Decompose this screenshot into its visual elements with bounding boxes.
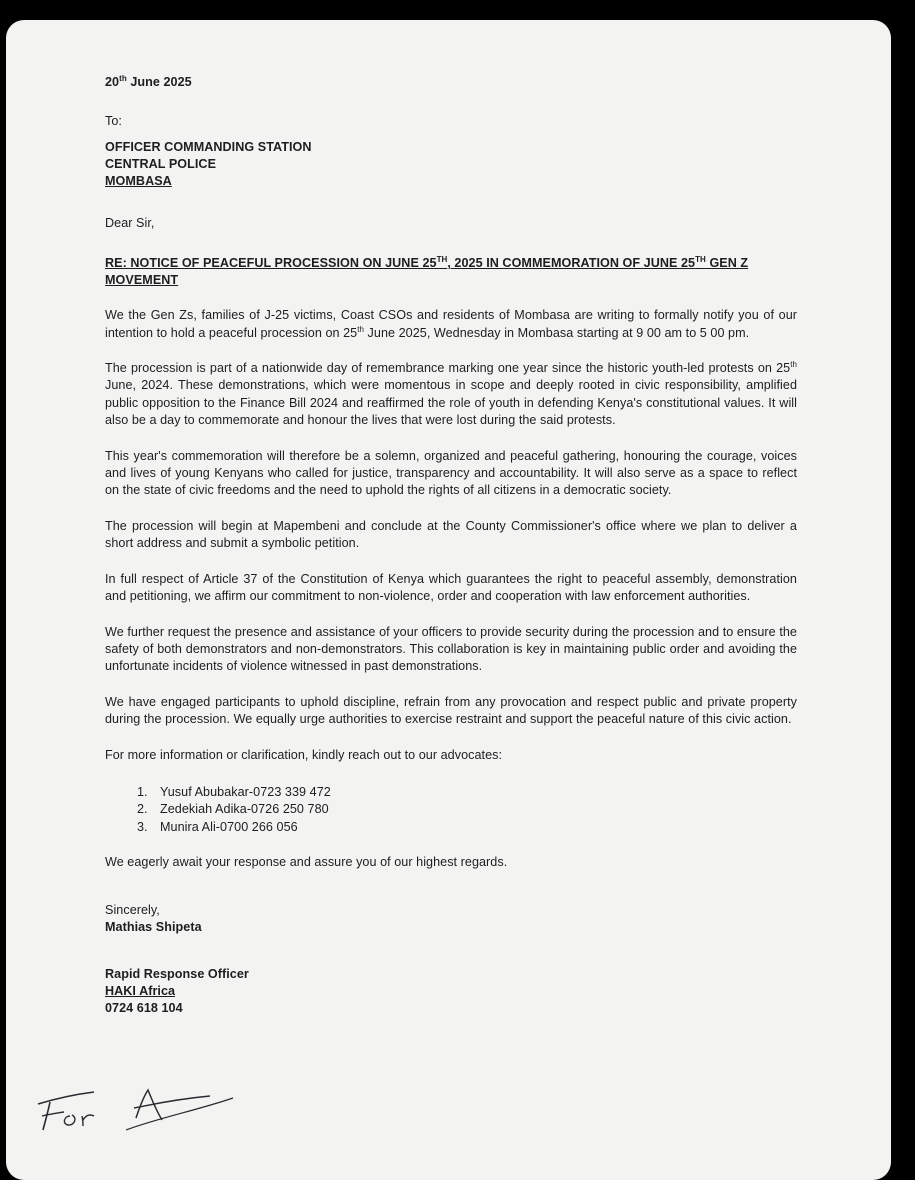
recipient-line-2: CENTRAL POLICE xyxy=(105,156,217,171)
subject-line: RE: NOTICE OF PEACEFUL PROCESSION ON JUNE 25TH, 2025 IN COMMEMORATION OF JUNE 25TH GEN Z MOVEMENT xyxy=(105,255,749,288)
paragraph-intro: We the Gen Zs, families of J-25 victims, Coast CSOs and residents of Mombasa are writing to formally notify you of our intention to hold a peaceful procession on 25th June 2025, Wednesday in Mombasa starting at 9 00 am to 5 00 pm. xyxy=(105,308,797,340)
paragraph-background: The procession is part of a nationwide day of remembrance marking one year since the historic youth-led protests on 25th June, 2024. These demonstrations, which were momentous in scope and deeply rooted in civic responsibility, amplified public opposition to the Finance Bill 2024 and reaffirmed the role of youth in defending Kenya's constitutional values. It will also be a day to commemorate and honour the lives that were lost during the said protests. xyxy=(105,359,797,428)
recipient-line-3: MOMBASA xyxy=(105,173,172,188)
list-item: 2. Zedekiah Adika-0726 250 780 xyxy=(137,802,329,817)
paragraph-contact: For more information or clarification, kindly reach out to our advocates: xyxy=(105,747,503,762)
signature-for-stroke xyxy=(42,1112,64,1116)
sign-off: Sincerely, xyxy=(105,902,160,917)
closing-line: We eagerly await your response and assure you of our highest regards. xyxy=(105,855,508,870)
letter-body xyxy=(105,74,797,1017)
salutation: Dear Sir, xyxy=(105,215,155,230)
signature-initials-stroke xyxy=(134,1096,210,1108)
paragraph-commemoration: This year's commemoration will therefore be a solemn, organized and peaceful gathering, honouring the courage, voices and lives of young Kenyans who called for justice, transparency and accountability. It will also serve as a space to reflect on the state of civic freedoms and the need to uphold the rights of all citizens in a democratic society. xyxy=(105,448,797,498)
signer-details xyxy=(105,966,797,1017)
signer-role: Rapid Response Officer xyxy=(105,967,249,982)
paragraph-route: The procession will begin at Mapembeni and conclude at the County Commissioner's office where we plan to deliver a short address and submit a symbolic petition. xyxy=(105,518,797,551)
list-item: 3. Munira Ali-0700 266 056 xyxy=(137,819,298,834)
signature-for-stroke xyxy=(64,1115,75,1125)
paragraph-discipline: We have engaged participants to uphold discipline, refrain from any provocation and respect public and private property during the procession. We equally urge authorities to exercise restraint and support the peaceful nature of this civic action. xyxy=(105,694,797,727)
letter-date: 20th June 2025 xyxy=(105,73,192,89)
signer-phone: 0724 618 104 xyxy=(105,1001,183,1016)
letter-page xyxy=(6,20,891,1180)
signature-for-stroke xyxy=(82,1115,94,1126)
organization-name: HAKI Africa xyxy=(105,984,176,999)
to-label: To: xyxy=(105,114,122,129)
signer-name: Mathias Shipeta xyxy=(105,919,202,934)
handwritten-signature xyxy=(28,1078,258,1148)
advocates-list xyxy=(105,784,797,836)
recipient-line-1: OFFICER COMMANDING STATION xyxy=(105,139,312,154)
recipient-address xyxy=(105,139,797,190)
paragraph-security-request: We further request the presence and assistance of your officers to provide security during the procession and to ensure the safety of both demonstrators and non-demonstrators. This collaboration is key in maintaining public order and avoiding the unfortunate incidents of violence witnessed in past demonstrations. xyxy=(105,624,797,674)
list-item: 1. Yusuf Abubakar-0723 339 472 xyxy=(137,784,331,799)
signature-for-stroke xyxy=(38,1092,94,1104)
paragraph-article-37: In full respect of Article 37 of the Constitution of Kenya which guarantees the right to peaceful assembly, demonstration and petitioning, we affirm our commitment to non-violence, order and cooperation with law enforcement authorities. xyxy=(105,571,797,604)
